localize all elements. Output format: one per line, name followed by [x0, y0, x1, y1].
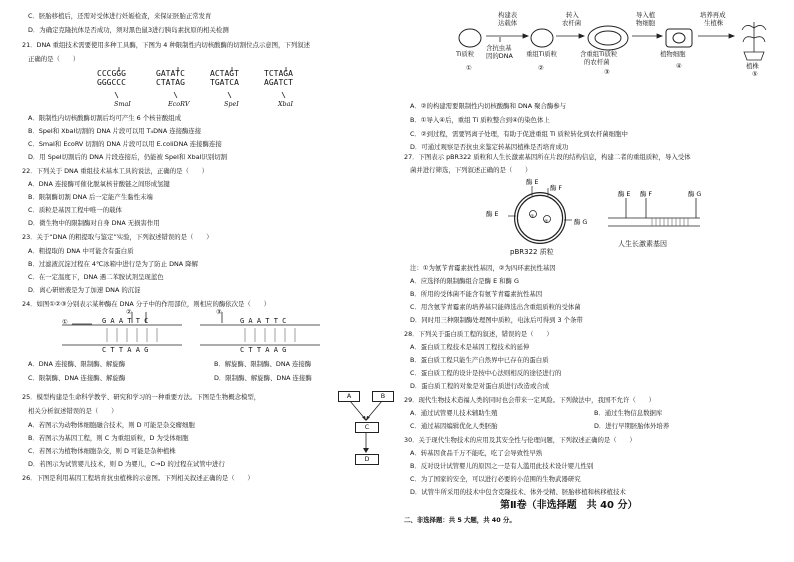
fig26-step-1: ①: [466, 64, 472, 72]
q26-option-d: D．可通过观察是否抗虫来鉴定转基因植株是否培育成功: [410, 143, 569, 151]
q24-option-c: C．限制酶、DNA 连接酶、解旋酶: [28, 374, 126, 382]
q24-dna-figure: [62, 308, 322, 356]
fig26-step-3: ③: [604, 68, 610, 76]
part2-subtitle: 二、非选择题：共 5 大题，共 40 分。: [404, 516, 516, 524]
q27-plasmid-figure: [486, 176, 588, 260]
q29-stem: 29．现代生物技术造福人类的同时也会带来一定风险。下列做法中，我国不允许（ ）: [404, 396, 655, 404]
q21-option-b: B．SpeⅠ和 XbaⅠ切割的 DNA 片段可以用 T₄DNA 连接酶连接: [28, 127, 202, 135]
q27-enzyme-g-right: 酶 G: [574, 218, 588, 226]
q24-label-1: ①: [62, 318, 68, 326]
q25-model-arrows: [338, 390, 394, 482]
q25-stem: 25．模型构建是生命科学教学、研究和学习的一种重要方法。下图是生物概念模型，: [22, 393, 261, 401]
q21-restriction-site-figure: [22, 64, 322, 112]
smai-label: SmaⅠ: [114, 100, 131, 108]
q27-option-a: A．应选择的限制酶组合是酶 E 和酶 G: [410, 277, 519, 285]
q24-option-d: D．限制酶、解旋酶、DNA 连接酶: [214, 374, 312, 382]
q24-seq-top-a: G A A T T C: [102, 317, 149, 325]
q27-enzyme-e-left: 酶 E: [486, 210, 499, 218]
q28-option-b: B．蛋白质工程只能生产自然界中已存在的蛋白质: [410, 356, 549, 364]
fig26-label-import-2: 物细胞: [636, 19, 656, 27]
q28-option-a: A．蛋白质工程技术是基因工程技术的延伸: [410, 343, 530, 351]
q30-option-b: B．反对设计试管婴儿的原因之一是有人滥用此技术设计婴儿性别: [410, 462, 594, 470]
q21-option-c: C．SmaⅠ和 EcoRV 切割的 DNA 片段可以用 E.coliDNA 连接酶连接: [28, 140, 222, 148]
q27-note: 注：①为氨苄青霉素抗性基因，②为四环素抗性基因: [410, 264, 556, 272]
q25-stem-2: 相关分析叙述错误的是（ ）: [28, 407, 118, 415]
part2-title: 第Ⅱ卷（非选择题 共 40 分）: [500, 500, 638, 511]
q24-seq-bottom-a: C T T A A G: [102, 346, 149, 354]
q22-option-c: C．质粒是基因工程中唯一的载体: [28, 206, 122, 214]
q25-box-c: C: [355, 422, 379, 433]
q25-box-d: D: [355, 454, 379, 465]
fig26-label-transfer-1: 转入: [566, 11, 579, 19]
fig26-label-build-2: 达载体: [498, 19, 518, 27]
fig26-plant: 植株: [746, 62, 759, 70]
q27-gene-enzyme-g: 酶 G: [688, 190, 702, 198]
q27-marker-1: ①: [530, 214, 535, 220]
q24-option-a: A．DNA 连接酶、限制酶、解旋酶: [28, 360, 126, 368]
xbai-bottom-strand: AGATCT: [264, 78, 293, 87]
q22-option-d: D．微生物中的限制酶对自身 DNA 无损害作用: [28, 219, 160, 227]
fig26-plant-cell: 植物细胞: [660, 50, 686, 58]
q25-concept-model: [338, 390, 394, 482]
q28-option-d: D．蛋白质工程的对象是对蛋白质进行改造或合成: [410, 382, 550, 390]
q25-box-b: B: [372, 391, 394, 402]
q24-stem: 24．如图①②③分别表示某种酶在 DNA 分子中的作用部位，则相应的酶依次是（ ）: [22, 300, 270, 308]
q25-option-a: A．若图示为动物体细胞融合技术，则 D 可能是杂交瘤细胞: [28, 421, 195, 429]
q25-box-a: A: [338, 391, 360, 402]
q29-option-b: B．通过生物信息数据库: [594, 409, 663, 417]
q24-seq-bottom-b: C T T A A G: [240, 346, 287, 354]
q30-option-c: C．为了国家的安全，可以进行必要的小范围的生物武器研究: [410, 475, 581, 483]
fig26-recombinant-ti: 重组Ti质粒: [526, 50, 558, 58]
q28-stem: 28．下列关于蛋白质工程的叙述，错误的是（ ）: [404, 330, 553, 338]
fig26-gene-label-2: 因的DNA: [486, 52, 513, 60]
q30-option-a: A．转基因食品千万不能吃，吃了会导致性早熟: [410, 449, 543, 457]
fig26-step-5: ⑤: [752, 70, 758, 78]
q26-option-c: C．②到过程，需要钙离子处理，有助于促进重组 Ti 质粒转化到农杆菌细胞中: [410, 130, 628, 138]
q29-option-c: C．通过基因编辑优化人类胚胎: [410, 422, 498, 430]
q27-enzyme-f-top: 酶 F: [550, 184, 563, 192]
q20-option-c: C．胚胎移植后，还需对受体进行妊娠检查，来保证胚胎正常发育: [28, 12, 212, 20]
q23-option-d: D．离心研磨液是为了加速 DNA 的沉淀: [28, 286, 141, 294]
fig26-label-culture-1: 培养再成: [700, 11, 726, 19]
q29-option-a: A．通过试管婴儿技术辅助生殖: [410, 409, 498, 417]
q24-label-2: ②: [126, 308, 132, 316]
q20-option-d: D．为确定克隆抗体是否成功，须对黑色鼠3进行胰岛素抗原的相关检测: [28, 26, 229, 34]
fig26-label-import-1: 导入植: [636, 11, 656, 19]
q25-option-d: D．若图示为试管婴儿技术，则 D 为婴儿，C→D 的过程在试管中进行: [28, 460, 225, 468]
q23-stem: 23．关于“DNA 的粗提取与鉴定”实验，下列叙述错误的是（ ）: [22, 233, 213, 241]
ecorv-bottom-strand: CTATAG: [156, 78, 185, 87]
ecorv-label: EcoRⅤ: [168, 100, 190, 108]
q27-marker-2: ②: [544, 219, 549, 225]
q27-gene-enzyme-e: 酶 E: [618, 190, 631, 198]
fig26-label-transfer-2: 农杆菌: [562, 19, 582, 27]
q23-option-c: C．在一定温度下，DNA 遇二苯胺试剂呈现蓝色: [28, 273, 164, 281]
q25-option-b: B．若图示为基因工程，则 C 为重组质粒，D 为受体细胞: [28, 434, 189, 442]
q26-option-a: A．②的构建需要限制性内切核酸酶和 DNA 聚合酶参与: [410, 102, 567, 110]
q27-stem: 27．下图表示 pBR322 质粒和人生长激素基因所在片段的结构信息，构建二者的重组质粒，导入受体: [404, 153, 691, 161]
xbai-label: XbaⅠ: [278, 100, 293, 108]
q21-option-d: D．用 SpeⅠ切割后的 DNA 片段连接后，仍能被 SpeⅠ和 XbaⅠ识别切割: [28, 153, 228, 161]
q24-label-3: ③: [216, 308, 222, 316]
fig26-step-4: ④: [676, 62, 682, 70]
q21-stem-2: 正确的是（ ）: [28, 55, 80, 63]
q27-gene-enzyme-f: 酶 F: [640, 190, 653, 198]
xbai-top-strand: TCTAGA: [264, 69, 293, 78]
q27-option-c: C．用含氨苄青霉素的培养基只能筛选出含重组质粒的受体菌: [410, 303, 581, 311]
fig26-gene-label-1: 含抗虫基: [486, 44, 512, 52]
q22-option-b: B．限制酶切割 DNA 后一定能产生黏性末端: [28, 193, 153, 201]
q22-option-a: A．DNA 连接酶可催化脱氧核苷酸链之间形成氢键: [28, 180, 170, 188]
q27-option-b: B．所用的受体菌不能含有氨苄青霉素抗性基因: [410, 290, 543, 298]
q25-option-c: C．若图示为植物体细胞杂交，则 D 可能是杂种植株: [28, 447, 176, 455]
q26-stem: 26．下图是利用基因工程培育抗虫植株的示意图。下列相关叙述正确的是（ ）: [22, 474, 254, 482]
q21-option-a: A．限制性内切核酸酶切割后均可产生 6 个核苷酸组成: [28, 114, 182, 122]
q26-process-figure: [456, 8, 774, 78]
ecorv-top-strand: GATATC: [156, 69, 185, 78]
q30-stem: 30．关于现代生物技术的应用及其安全性与伦理问题，下列叙述正确的是（ ）: [404, 436, 636, 444]
q27-gene-figure: [604, 178, 704, 262]
fig26-label-build-1: 构建表: [498, 11, 518, 19]
q29-option-d: D．进行早期胚胎体外培养: [594, 422, 670, 430]
q22-stem: 22．下列关于 DNA 重组技术基本工具的说法，正确的是（ ）: [22, 167, 209, 175]
smai-bottom-strand: GGGCCC: [97, 78, 126, 87]
spei-top-strand: ACTAGT: [210, 69, 239, 78]
q27-enzyme-e-top: 酶 E: [526, 178, 539, 186]
spei-label: SpeⅠ: [224, 100, 239, 108]
q27-option-d: D．同时用三种限制酶处理图中质粒，电泳后可得到 3 个条带: [410, 316, 583, 324]
smai-top-strand: CCCGGG: [97, 69, 126, 78]
fig26-ti-plasmid: Ti质粒: [456, 50, 475, 58]
q24-option-b: B．解旋酶、限制酶、DNA 连接酶: [214, 360, 312, 368]
fig26-step-2: ②: [538, 64, 544, 72]
q27-stem-2: 菌并进行筛选，下列叙述正确的是（ ）: [410, 166, 532, 174]
q24-seq-top-b: G A A T T C: [240, 317, 287, 325]
q23-option-b: B．过滤液沉淀过程在 4℃冰箱中进行是为了防止 DNA 降解: [28, 260, 198, 268]
fig26-agro-label-2: 的农杆菌: [584, 58, 610, 66]
q23-option-a: A．粗提取的 DNA 中可能含有蛋白质: [28, 247, 134, 255]
q27-gene-name: 人生长激素基因: [618, 240, 667, 248]
fig26-agro-label-1: 含重组Ti质粒: [580, 50, 618, 58]
q21-stem: 21．DNA 重组技术需要使用多种工具酶，下图为 4 种限制性内切核酸酶的切割位点示意图，下列叙述: [22, 41, 310, 49]
q27-plasmid-name: pBR322 质粒: [510, 248, 554, 256]
spei-bottom-strand: TGATCA: [210, 78, 239, 87]
fig26-label-culture-2: 生植株: [704, 19, 724, 27]
q26-option-b: B．①导入④后，重组 Ti 质粒整合到④的染色体上: [410, 116, 550, 124]
q30-option-d: D．试管牛所采用的技术中包含克隆技术、体外受精、胚胎移植和核移植技术: [410, 488, 626, 496]
q28-option-c: C．蛋白质工程的设计是按中心法则相反的途径进行的: [410, 369, 562, 377]
